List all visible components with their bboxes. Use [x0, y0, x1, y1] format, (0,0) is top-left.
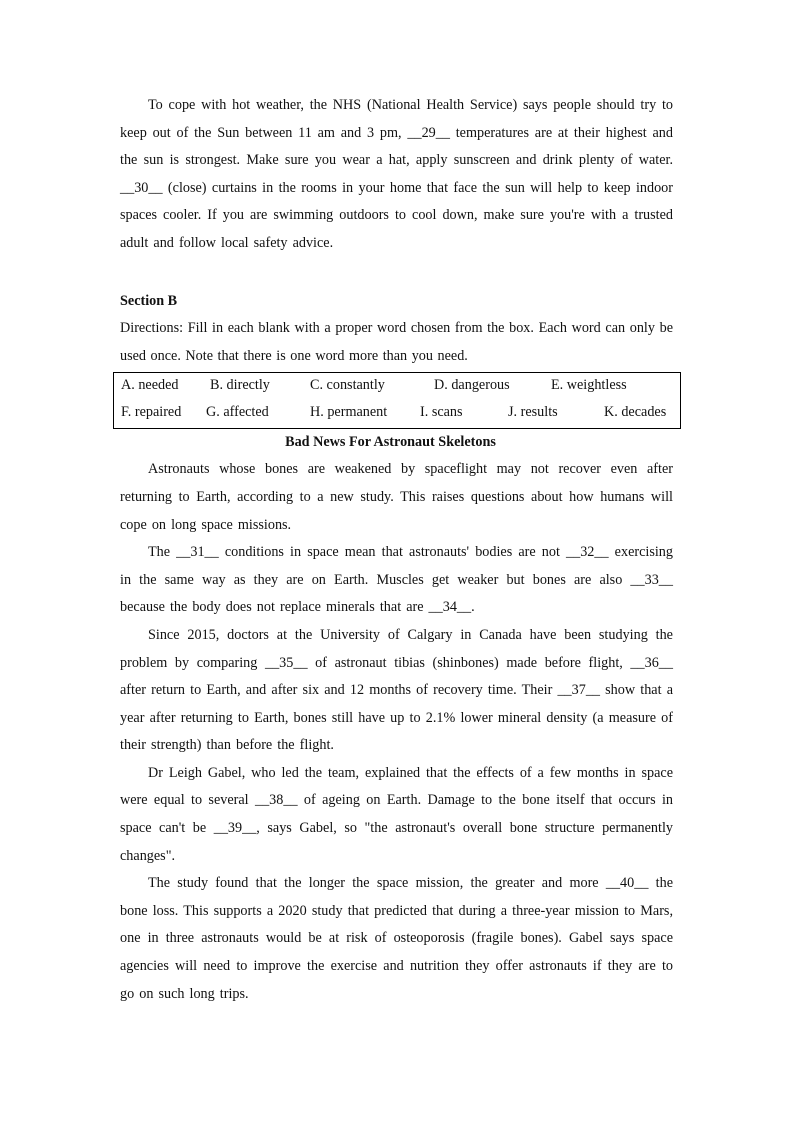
article-paragraph-1: Astronauts whose bones are weakened by spaceflight may not recover even after returning to Earth, according to a new study. This raises questions about how humans will cope on long space missions.: [120, 461, 673, 533]
word-box: [113, 372, 681, 429]
word-option-e: E. weightless: [551, 377, 627, 394]
word-option-k: K. decades: [604, 404, 667, 421]
word-option-f: F. repaired: [121, 404, 182, 421]
word-option-j: J. results: [508, 404, 558, 421]
directions: Directions: Fill in each blank with a proper word chosen from the box. Each word can only be used once. Note that there is one word more than you need.: [120, 320, 673, 364]
section-b-heading: Section B: [120, 292, 178, 309]
document-page: [120, 92, 673, 1008]
word-option-i: I. scans: [420, 404, 463, 421]
word-box-row-1: [114, 374, 680, 401]
section-a-paragraph: To cope with hot weather, the NHS (National Health Service) says people should try to keep out of the Sun between 11 am and 3 pm, __29__ temperatures are at their highest and the sun is strongest. Make sure you wear a hat, apply sunscreen and drink plenty of water. __30__ (close) curtains in the rooms in your home that face the sun will help to keep indoor spaces cooler. If you are swimming outdoors to cool down, make sure you're with a trusted adult and follow local safety advice.: [120, 97, 673, 251]
word-option-c: C. constantly: [310, 377, 385, 394]
word-option-a: A. needed: [121, 377, 179, 394]
article-paragraph-4: Dr Leigh Gabel, who led the team, explained that the effects of a few months in space were equal to several __38__ of ageing on Earth. Damage to the bone itself that occurs in space can't be __39__, says Gabel, so "the astronaut's overall bone structure permanently changes".: [120, 764, 673, 864]
word-option-g: G. affected: [206, 404, 269, 421]
word-box-row-2: [114, 401, 680, 428]
word-option-d: D. dangerous: [434, 377, 510, 394]
word-option-h: H. permanent: [310, 404, 388, 421]
article-paragraph-3: Since 2015, doctors at the University of Calgary in Canada have been studying the problem by comparing __35__ of astronaut tibias (shinbones) made before flight, __36__ after return to Earth, and after six and 12 months of recovery time. Their __37__ show that a year after returning to Earth, bones still have up to 2.1% lower mineral density (a measure of their strength) than before the flight.: [120, 626, 673, 754]
word-option-b: B. directly: [210, 377, 270, 394]
article-paragraph-5: The study found that the longer the space mission, the greater and more __40__ the bone loss. This supports a 2020 study that predicted that during a three-year mission to Mars, one in three astronauts would be at risk of osteoporosis (fragile bones). Gabel says space agencies will need to improve the exercise and nutrition they offer astronauts if they are to go on such long trips.: [120, 875, 673, 1002]
article-paragraph-2: The __31__ conditions in space mean that astronauts' bodies are not __32__ exercising in the same way as they are on Earth. Muscles get weaker but bones are also __33__ because the body does not replace minerals that are __34__.: [120, 544, 673, 616]
article-title: Bad News For Astronaut Skeletons: [285, 434, 496, 451]
